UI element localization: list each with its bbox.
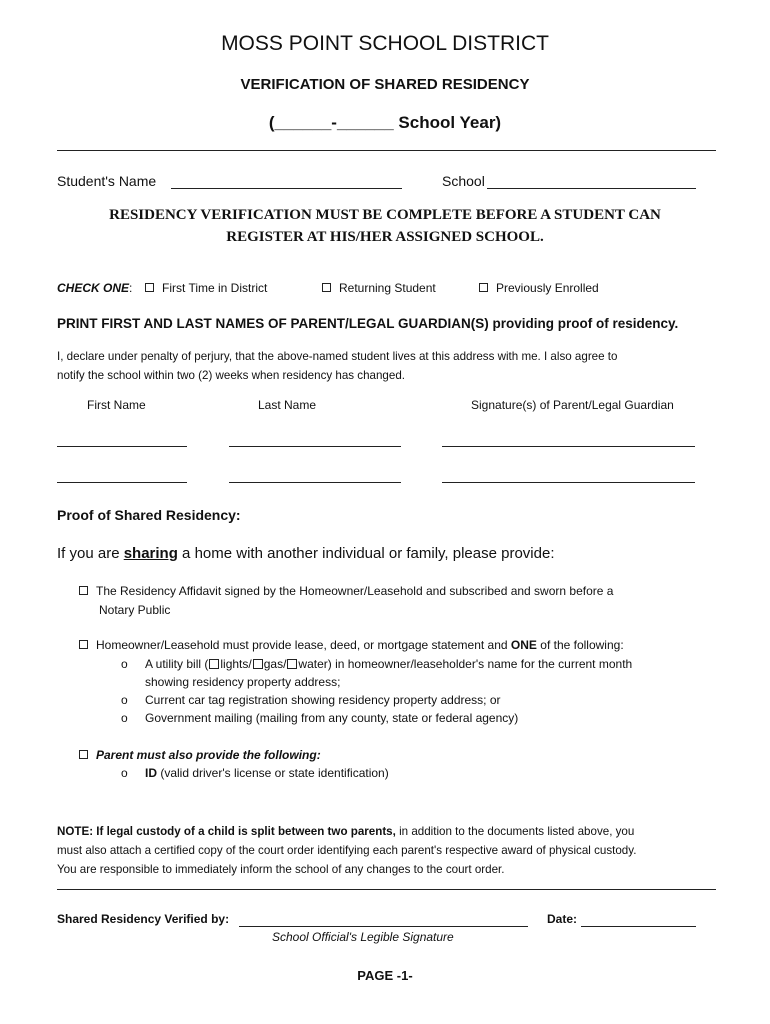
checkbox-icon[interactable] xyxy=(79,586,88,595)
government-mail-text: Government mailing (mailing from any county, state or federal agency) xyxy=(145,711,519,725)
year-open-paren: ( xyxy=(268,113,275,132)
check-one-label xyxy=(57,281,132,295)
checkbox-icon[interactable] xyxy=(479,283,488,292)
sub-item-car-tag xyxy=(121,693,501,707)
bullet-icon: o xyxy=(121,766,128,780)
checkbox-icon[interactable] xyxy=(145,283,154,292)
date-label: Date: xyxy=(547,912,578,926)
note-divider xyxy=(57,889,716,890)
header-divider xyxy=(57,150,716,151)
utility-line-2: showing residency property address; xyxy=(145,675,341,689)
year-suffix: School Year) xyxy=(398,113,502,132)
page-number: PAGE -1- xyxy=(357,968,413,983)
sub-item-utility-bill xyxy=(121,657,632,671)
school-field[interactable] xyxy=(487,188,696,189)
intro-after: a home with another individual or family, please provide: xyxy=(177,545,555,562)
proof-intro xyxy=(57,545,554,562)
id-bold: ID xyxy=(145,766,157,780)
affidavit-line-2: Notary Public xyxy=(99,603,171,617)
date-field[interactable] xyxy=(581,926,696,927)
utility-lights: lights/ xyxy=(220,657,252,671)
declaration-line-1: I, declare under penalty of perjury, that the above-named student lives at this address with me. I also agree to xyxy=(57,350,618,363)
homeowner-one: ONE xyxy=(510,638,537,652)
column-last-name: Last Name xyxy=(258,398,317,412)
parent-id-text: Parent must also provide the following: xyxy=(96,748,321,762)
signature-field-2[interactable] xyxy=(442,482,695,483)
option-label: Returning Student xyxy=(339,281,436,295)
note-line-2: must also attach a certified copy of the court order identifying each parent's respective award of physical custody. xyxy=(57,844,637,857)
last-name-field-2[interactable] xyxy=(229,482,401,483)
year-blank-end[interactable]: ______ xyxy=(336,113,394,132)
homeowner-after: of the following: xyxy=(536,638,624,652)
utility-before: A utility bill ( xyxy=(145,657,209,671)
id-rest: (valid driver's license or state identification) xyxy=(157,766,389,780)
water-checkbox-icon[interactable] xyxy=(287,659,297,669)
affidavit-text: The Residency Affidavit signed by the Homeowner/Leasehold and subscribed and sworn before a xyxy=(96,584,614,598)
sub-item-government-mail xyxy=(121,711,518,725)
declaration-line-2: notify the school within two (2) weeks when residency has changed. xyxy=(57,369,405,382)
option-label: First Time in District xyxy=(162,281,268,295)
last-name-field-1[interactable] xyxy=(229,446,401,447)
intro-before: If you are xyxy=(57,545,124,562)
bullet-icon: o xyxy=(121,711,128,725)
proof-item-affidavit[interactable] xyxy=(79,584,613,598)
option-returning[interactable] xyxy=(322,281,436,295)
verified-by-label: Shared Residency Verified by: xyxy=(57,912,230,926)
year-dash: - xyxy=(331,113,337,132)
utility-water: water) in homeowner/leaseholder's name for the current month xyxy=(298,657,633,671)
district-title: MOSS POINT SCHOOL DISTRICT xyxy=(221,32,549,55)
year-blank-start[interactable]: ______ xyxy=(274,113,332,132)
checkbox-icon[interactable] xyxy=(79,640,88,649)
student-name-label: Student's Name xyxy=(57,173,157,189)
car-tag-text: Current car tag registration showing residency property address; or xyxy=(145,693,501,707)
option-first-time[interactable] xyxy=(145,281,267,295)
note-line-1 xyxy=(57,825,634,838)
warning-line-2: REGISTER AT HIS/HER ASSIGNED SCHOOL. xyxy=(226,229,544,245)
school-year-line xyxy=(0,113,770,133)
column-first-name: First Name xyxy=(87,398,146,412)
check-one-colon: : xyxy=(129,281,133,295)
option-previously-enrolled[interactable] xyxy=(479,281,599,295)
note-bold: NOTE: If legal custody of a child is split between two parents, xyxy=(57,825,396,838)
guardian-heading: PRINT FIRST AND LAST NAMES OF PARENT/LEGAL GUARDIAN(S) providing proof of residency. xyxy=(57,316,679,331)
sub-item-id xyxy=(121,766,389,780)
bullet-icon: o xyxy=(121,657,128,671)
checkbox-icon[interactable] xyxy=(322,283,331,292)
warning-line-1: RESIDENCY VERIFICATION MUST BE COMPLETE BEFORE A STUDENT CAN xyxy=(109,207,661,223)
proof-item-homeowner[interactable] xyxy=(79,638,624,652)
note-rest: in addition to the documents listed above, you xyxy=(395,825,635,838)
first-name-field-2[interactable] xyxy=(57,482,187,483)
utility-gas: gas/ xyxy=(263,657,287,671)
student-name-field[interactable] xyxy=(171,188,402,189)
column-signature: Signature(s) of Parent/Legal Guardian xyxy=(471,398,674,412)
official-signature-field[interactable] xyxy=(239,926,528,927)
gas-checkbox-icon[interactable] xyxy=(253,659,263,669)
note-line-3: You are responsible to immediately inform the school of any changes to the court order. xyxy=(57,863,505,876)
proof-heading: Proof of Shared Residency: xyxy=(57,507,241,523)
school-label: School xyxy=(442,173,485,189)
homeowner-before: Homeowner/Leasehold must provide lease, deed, or mortgage statement and xyxy=(96,638,511,652)
proof-item-parent-id[interactable] xyxy=(79,748,321,762)
bullet-icon: o xyxy=(121,693,128,707)
form-title: VERIFICATION OF SHARED RESIDENCY xyxy=(240,76,530,93)
check-one-text: CHECK ONE xyxy=(57,281,130,295)
intro-sharing: sharing xyxy=(123,545,178,562)
signature-caption: School Official's Legible Signature xyxy=(272,930,454,944)
lights-checkbox-icon[interactable] xyxy=(209,659,219,669)
checkbox-icon[interactable] xyxy=(79,750,88,759)
signature-field-1[interactable] xyxy=(442,446,695,447)
first-name-field-1[interactable] xyxy=(57,446,187,447)
option-label: Previously Enrolled xyxy=(496,281,599,295)
